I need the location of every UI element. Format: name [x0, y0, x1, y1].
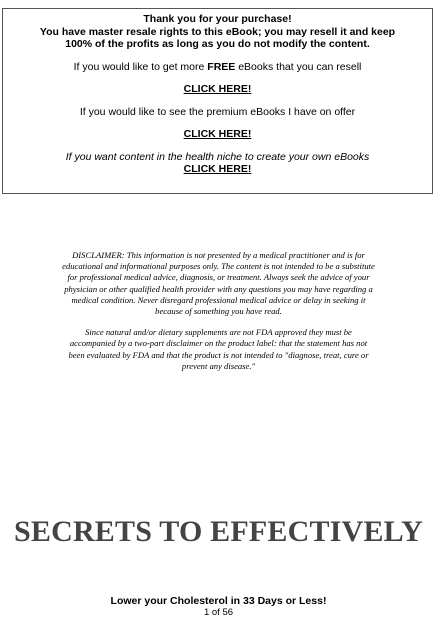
thanks-text: Thank you for your purchase! — [143, 13, 292, 25]
free-ebooks-line — [3, 61, 432, 74]
click-here-link-premium[interactable]: CLICK HERE! — [183, 128, 252, 140]
click-here-link-health[interactable]: CLICK HERE! — [183, 163, 252, 175]
health-line: If you want content in the health niche to create your own eBooks — [65, 150, 370, 163]
premium-line: If you would like to see the premium eBooks I have on offer — [79, 105, 356, 118]
page-number: 1 of 56 — [203, 607, 234, 618]
footer-book-title: Lower your Cholesterol in 33 Days or Less! — [110, 595, 327, 607]
thanks-heading — [3, 9, 432, 51]
main-title: SECRETS TO EFFECTIVELY — [13, 515, 423, 548]
free-bold: FREE — [207, 60, 236, 73]
free-suffix: eBooks that you can resell — [235, 60, 362, 73]
free-prefix: If you would like to get more — [73, 60, 208, 73]
click-here-link-free[interactable]: CLICK HERE! — [183, 83, 252, 95]
promo-box — [2, 8, 433, 194]
resale-line-2: 100% of the profits as long as you do not modify the content. — [65, 38, 370, 50]
resale-line-1: You have master resale rights to this eBook; you may resell it and keep — [39, 25, 396, 38]
disclaimer-block — [62, 250, 375, 382]
disclaimer-para-1: DISCLAIMER: This information is not presented by a medical practitioner and is for educational and informational purposes only. The content is not intended to be a substitute for professional medical advice, diagnosis, or treatment. Always seek the advice of your physician or other qualified health provider with any questions you may have regarding a medical condition. Never disregard professional medical advice or delay in seeking it because of something you have read. — [62, 250, 375, 317]
disclaimer-para-2: Since natural and/or dietary supplements are not FDA approved they must be accompanied by a two-part disclaimer on the product label: that the statement has not been evaluated by FDA and that the product is not intended to "diagnose, treat, cure or prevent any disease." — [68, 327, 369, 371]
